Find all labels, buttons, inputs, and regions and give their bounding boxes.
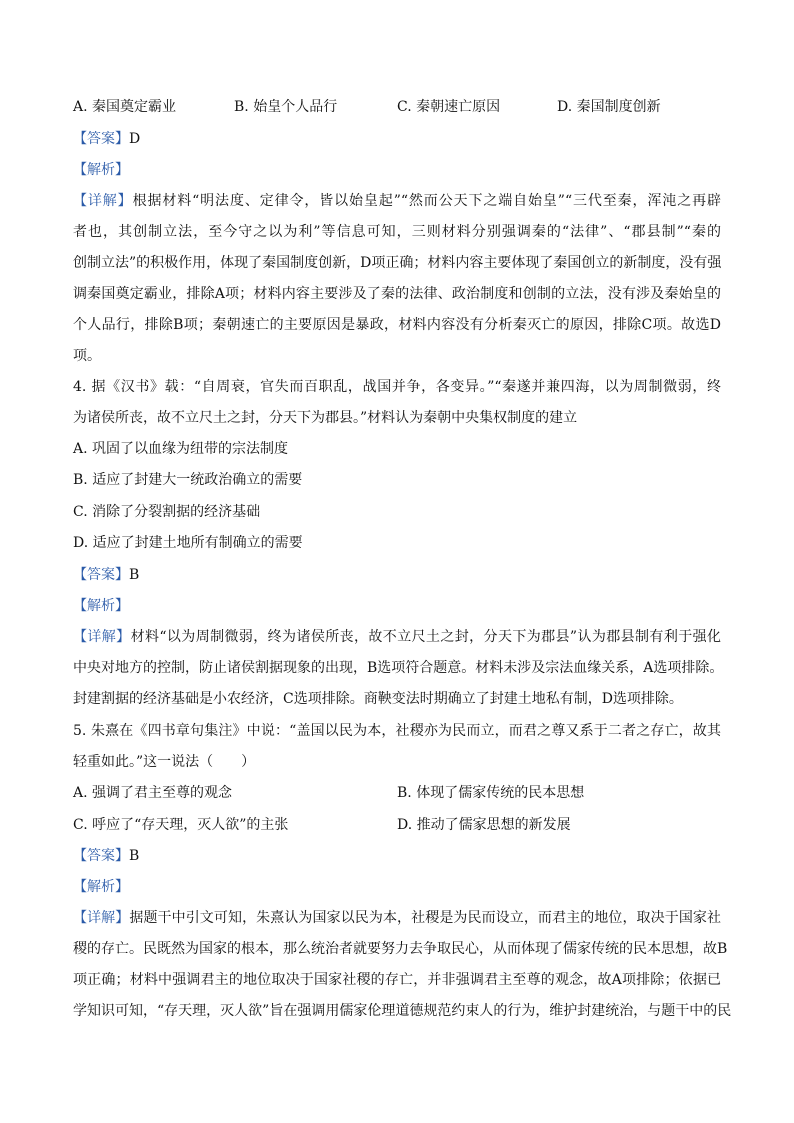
q5-detail-line: 稷的存亡。民既然为国家的根本，那么统治者就要努力去争取民心，从而体现了儒家传统的民本思想，故B <box>73 941 728 957</box>
q5-option-b: B. 体现了儒家传统的民本思想 <box>397 785 585 801</box>
answer-tag: 【答案】 <box>73 848 129 864</box>
q4-answer <box>73 565 139 585</box>
q5-analysis-tag: 【解析】 <box>73 879 129 895</box>
q4-detail-line: 【详解】材料“以为周制微弱，终为诸侯所丧，故不立尺土之封，分天下为郡县”认为郡县制有利于强化 <box>73 629 722 645</box>
q3-detail-line: 者也，其创制立法，至今守之以为利”等信息可知，三则材料分别强调秦的“法律”、“郡县制”“秦的 <box>73 224 721 240</box>
answer-tag: 【答案】 <box>73 567 129 583</box>
q5-stem-line: 5. 朱熹在《四书章句集注》中说：“盖国以民为本，社稷亦为民而立，而君之尊又系于二者之存亡，故其 <box>73 723 721 739</box>
q5-answer <box>73 846 139 866</box>
q4-detail-line: 中央对地方的控制，防止诸侯割据现象的出现，B选项符合题意。材料未涉及宗法血缘关系，A选项排除。 <box>73 660 724 676</box>
q5-option-c: C. 呼应了“存天理，灭人欲”的主张 <box>73 817 289 833</box>
q5-option-a: A. 强调了君主至尊的观念 <box>73 785 233 801</box>
q4-analysis-tag: 【解析】 <box>73 598 129 614</box>
q4-detail-line: 封建割据的经济基础是小农经济，C选项排除。商鞅变法时期确立了封建土地私有制，D选项排除。 <box>73 691 683 707</box>
q3-detail-line: 项。 <box>73 348 101 364</box>
q3-option-c: C. 秦朝速亡原因 <box>397 99 501 115</box>
q5-stem-line: 轻重如此。”这一说法（ ） <box>73 754 256 770</box>
q4-option-d: D. 适应了封建土地所有制确立的需要 <box>73 535 303 551</box>
q4-option-b: B. 适应了封建大一统政治确立的需要 <box>73 472 303 488</box>
answer-tag: 【答案】 <box>73 131 129 147</box>
q3-detail-line: 调秦国奠定霸业，排除A项；材料内容主要涉及了秦的法律、政治制度和创制的立法，没有涉及秦始皇的 <box>73 286 721 302</box>
answer-value: B <box>129 567 140 583</box>
q3-analysis-tag: 【解析】 <box>73 162 129 178</box>
q4-stem-line: 为诸侯所丧，故不立尺土之封，分天下为郡县。”材料认为秦朝中央集权制度的建立 <box>73 410 578 426</box>
detail-tag: 【详解】 <box>73 629 131 645</box>
q3-detail-line: 创制立法”的积极作用，体现了秦国制度创新，D项正确；材料内容主要体现了秦国创立的新制度，没有强 <box>73 255 722 271</box>
detail-tag: 【详解】 <box>73 910 130 926</box>
q4-stem-line: 4. 据《汉书》载：“自周衰，官失而百职乱，战国并争，各变异。”“秦遂并兼四海，以为周制微弱，终 <box>73 379 721 395</box>
q5-detail-line: 【详解】据题干中引文可知，朱熹认为国家以民为本，社稷是为民而设立，而君主的地位，取决于国家社 <box>73 910 722 926</box>
detail-tag: 【详解】 <box>73 193 133 209</box>
q5-option-d: D. 推动了儒家思想的新发展 <box>397 817 571 833</box>
q3-answer <box>73 129 140 149</box>
q4-option-c: C. 消除了分裂割据的经济基础 <box>73 504 261 520</box>
q4-option-a: A. 巩固了以血缘为纽带的宗法制度 <box>73 441 289 457</box>
q5-detail-line: 项正确；材料中强调君主的地位取决于国家社稷的存亡，并非强调君主至尊的观念，故A项排除；依据已 <box>73 972 721 988</box>
q3-option-a: A. 秦国奠定霸业 <box>73 99 177 115</box>
q3-detail-line: 【详解】根据材料“明法度、定律令，皆以始皇起”“然而公天下之端自始皇”“三代至秦，浑沌之再辟 <box>73 193 721 209</box>
q3-option-d: D. 秦国制度创新 <box>557 99 661 115</box>
answer-value: B <box>129 848 140 864</box>
q5-detail-line: 学知识可知，“存天理，灭人欲”旨在强调用儒家伦理道德规范约束人的行为，维护封建统治，与题干中的民 <box>73 1003 732 1019</box>
answer-value: D <box>129 131 141 147</box>
q3-detail-line: 个人品行，排除B项；秦朝速亡的主要原因是暴政，材料内容没有分析秦灭亡的原因，排除C项。故选D <box>73 317 721 333</box>
q3-option-b: B. 始皇个人品行 <box>234 99 338 115</box>
